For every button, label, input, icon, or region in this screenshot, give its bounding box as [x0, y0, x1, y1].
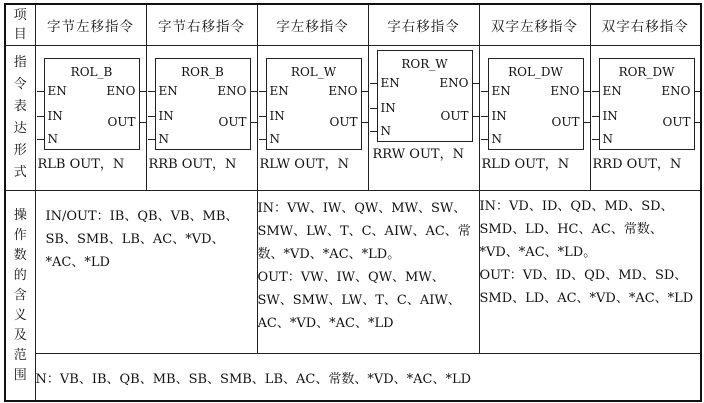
- pin-out: OUT: [551, 115, 580, 129]
- pin-out: OUT: [218, 115, 247, 129]
- operand-dword-in: IN：VD、ID、QD、MD、SD、SMD、LD、HC、AC、常数、*VD、*AC、*LD。: [479, 199, 674, 260]
- header-ror-w: 字右移指令: [368, 4, 479, 46]
- block-name: ROL_DW: [508, 65, 563, 79]
- pin-n: N: [269, 132, 280, 146]
- pin-in: IN: [380, 101, 396, 115]
- pin-in: IN: [47, 109, 63, 123]
- pin-out: OUT: [440, 109, 469, 123]
- instruction-table-frame: [4, 3, 700, 398]
- pin-en: EN: [269, 84, 289, 98]
- function-block-ror-b: [155, 58, 251, 150]
- pin-out: OUT: [329, 115, 358, 129]
- function-block-rol-dw: [488, 58, 584, 150]
- pin-en: EN: [380, 76, 400, 90]
- pin-en: EN: [158, 84, 178, 98]
- operand-dword-out: OUT：VD、ID、QD、MD、SD、SMD、LD、AC、*VD、*AC、*LD: [479, 268, 694, 306]
- block-cell-ror-b: [146, 46, 257, 191]
- operand-word-in: IN：VW、IW、QW、MW、SW、SMW、LW、T、C、AIW、AC、常数、*VD、*AC、*LD。: [257, 201, 471, 262]
- function-block-rol-b: [44, 58, 140, 150]
- instruction-text: RLD OUT，N: [481, 157, 570, 172]
- block-cell-ror-dw: [590, 46, 701, 191]
- operand-dword: [479, 191, 701, 354]
- block-name: ROR_DW: [618, 65, 675, 79]
- block-name: ROL_W: [290, 65, 337, 79]
- header-rol-w: 字左移指令: [257, 4, 368, 46]
- block-name: ROR_B: [181, 65, 224, 79]
- row-label-operand: 操作数的含义及范围: [5, 191, 35, 402]
- block-cell-rol-w: [257, 46, 368, 191]
- pin-out: OUT: [107, 115, 136, 129]
- function-block-ror-dw: [599, 58, 695, 150]
- header-rol-dw: 双字左移指令: [479, 4, 590, 46]
- block-cell-ror-w: [368, 46, 479, 191]
- pin-in: IN: [269, 109, 285, 123]
- pin-en: EN: [47, 84, 67, 98]
- operand-word: [257, 191, 479, 354]
- rotate-instruction-table: [4, 3, 702, 402]
- row-label-item: 项目: [5, 4, 35, 46]
- block-name: ROR_W: [401, 57, 448, 71]
- pin-eno: ENO: [661, 84, 691, 98]
- instruction-text: RRD OUT，N: [592, 157, 682, 172]
- pin-n: N: [602, 132, 613, 146]
- instruction-text: RLW OUT，N: [259, 157, 349, 172]
- pin-eno: ENO: [328, 84, 358, 98]
- pin-en: EN: [602, 84, 622, 98]
- pin-in: IN: [602, 109, 618, 123]
- instruction-text: RLB OUT，N: [37, 157, 125, 172]
- header-ror-dw: 双字右移指令: [590, 4, 701, 46]
- function-block-ror-w: [377, 50, 473, 142]
- pin-eno: ENO: [106, 84, 136, 98]
- block-cell-rol-b: [35, 46, 146, 191]
- instruction-text: RRB OUT，N: [148, 157, 237, 172]
- row-label-expr: 指令表达形式: [5, 46, 35, 191]
- operand-byte: [35, 191, 257, 354]
- pin-eno: ENO: [217, 84, 247, 98]
- header-rol-b: 字节左移指令: [35, 4, 146, 46]
- pin-eno: ENO: [439, 76, 469, 90]
- header-ror-b: 字节右移指令: [146, 4, 257, 46]
- pin-en: EN: [491, 84, 511, 98]
- operand-word-out: OUT：VW、IW、QW、MW、SW、SMW、LW、T、C、AIW、AC、*VD、*AC、*LD: [257, 270, 461, 331]
- pin-n: N: [491, 132, 502, 146]
- n-range-row: N：VB、IB、QB、MB、SB、SMB、LB、AC、常数、*VD、*AC、*LD: [35, 354, 701, 402]
- pin-in: IN: [491, 109, 507, 123]
- block-name: ROL_B: [70, 65, 113, 79]
- pin-n: N: [47, 132, 58, 146]
- block-cell-rol-dw: [479, 46, 590, 191]
- instruction-text: RRW OUT，N: [372, 147, 464, 162]
- pin-in: IN: [158, 109, 174, 123]
- pin-out: OUT: [662, 115, 691, 129]
- pin-n: N: [380, 124, 391, 138]
- pin-eno: ENO: [550, 84, 580, 98]
- function-block-rol-w: [266, 58, 362, 150]
- operand-byte-text: IN/OUT：IB、QB、VB、MB、SB、SMB、LB、AC、*VD、*AC、*LD: [45, 209, 239, 270]
- pin-n: N: [158, 132, 169, 146]
